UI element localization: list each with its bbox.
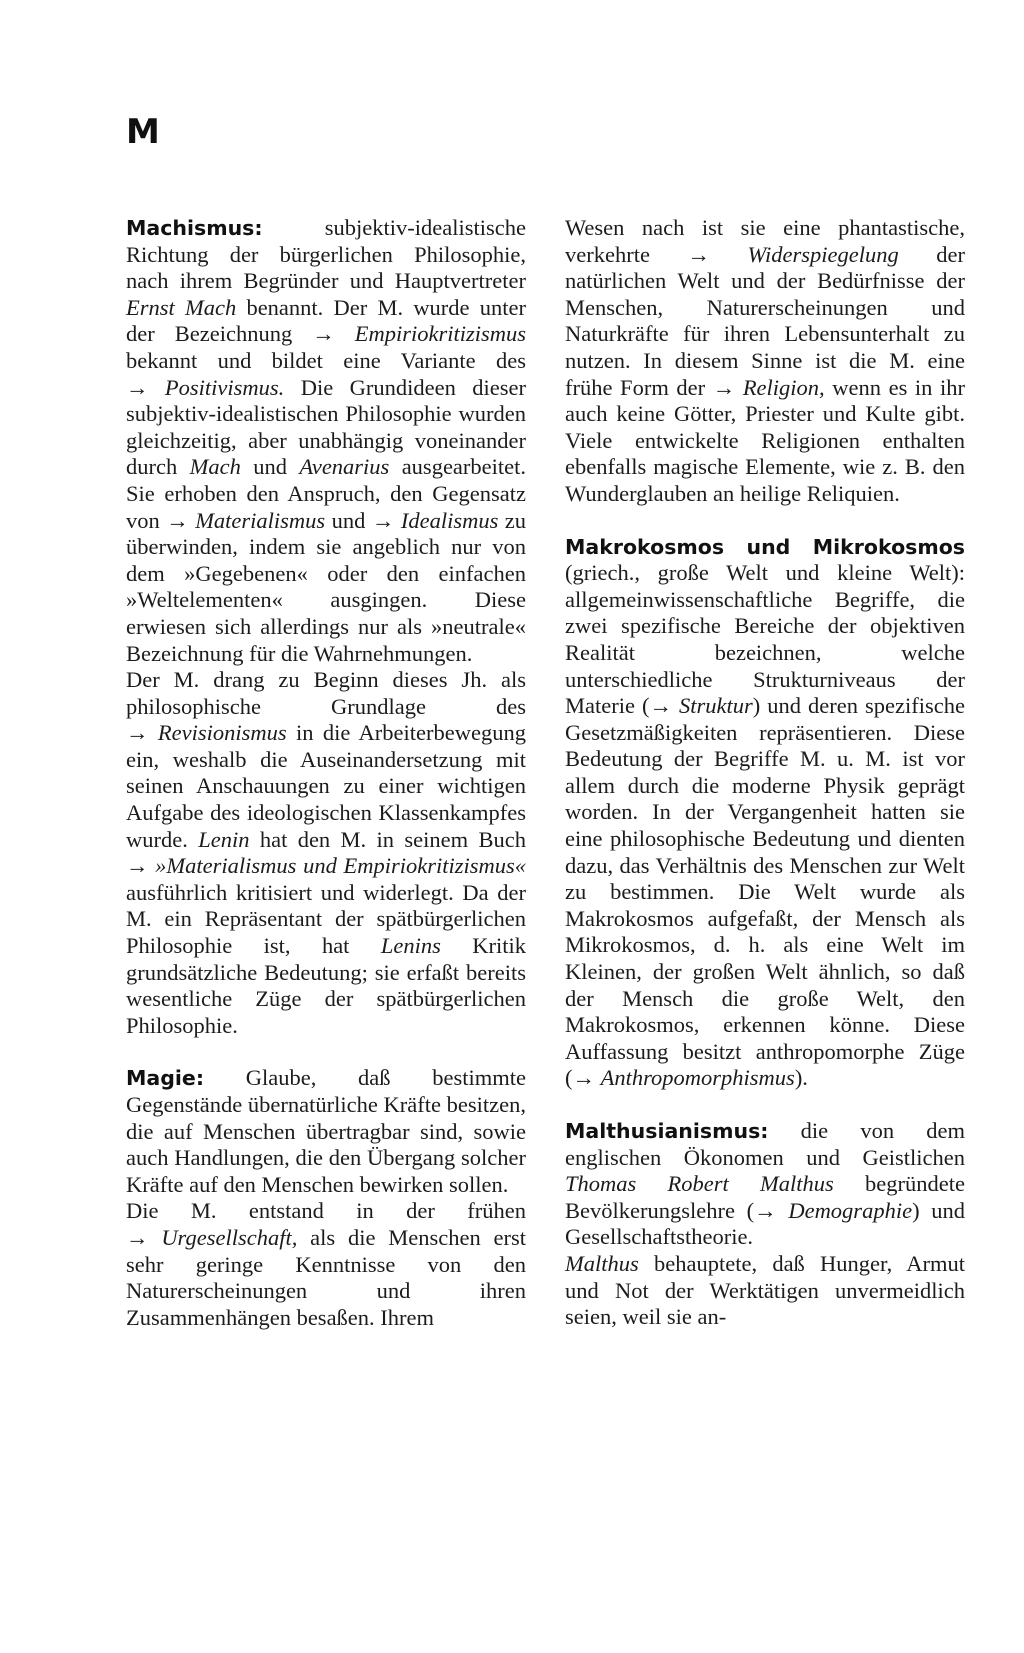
- headword: Makrokosmos und Mikrokosmos: [565, 534, 965, 559]
- arrow-icon: →: [126, 720, 149, 746]
- entry-text: benannt. Der M. wurde unter der Bezeichnung: [126, 294, 526, 347]
- entry-paragraph: [565, 215, 965, 508]
- arrow-icon: →: [126, 853, 149, 879]
- section-letter: M: [126, 112, 159, 152]
- arrow-icon: →: [126, 374, 149, 400]
- entry-paragraph: [565, 1118, 965, 1251]
- entry-text: Die M. entstand in der frühen: [126, 1198, 526, 1224]
- entry-text: in die Arbeiterbewegung ein, weshalb die Auseinandersetzung mit seinen Anschauungen zu einer wichtigen Aufgabe des ideologischen Klassenkampfes wurde.: [126, 720, 526, 852]
- person-name: Avenarius: [299, 454, 390, 480]
- headword: Magie:: [126, 1066, 205, 1091]
- arrow-icon: →: [312, 321, 335, 347]
- entry-paragraph: [565, 534, 965, 1092]
- entry-text: wenn es in ihr auch keine Götter, Priester und Kulte gibt. Viele entwickelte Religionen enthalten ebenfalls magische Elemente, wie z. B. den Wunderglauben an heilige Reliquien.: [565, 374, 965, 506]
- arrow-icon: →: [712, 374, 736, 400]
- arrow-icon: →: [687, 241, 710, 267]
- entry-text: behauptete, daß Hunger, Armut und Not der Werktätigen unvermeidlich seien, weil sie an-: [565, 1250, 965, 1330]
- entry-paragraph: [126, 1065, 526, 1198]
- entry-text: Der M. drang zu Beginn dieses Jh. als philosophische Grundlage des: [126, 667, 526, 719]
- arrow-icon: →: [649, 693, 672, 719]
- cross-reference: Idealismus: [400, 507, 499, 533]
- entry-text: als die Menschen erst sehr geringe Kenntnisse von den Naturerscheinungen und ihren Zusammenhängen besaßen. Ihrem: [126, 1224, 526, 1330]
- cross-reference: Widerspiegelung: [747, 241, 899, 267]
- entry-text: Die Grundideen dieser subjektiv-idealistischen Philosophie wurden gleichzeitig, aber unabhängig voneinander durch: [126, 374, 526, 480]
- headword: Machismus:: [126, 216, 263, 240]
- entry-text: ).: [794, 1065, 808, 1091]
- entry-malthusianismus: [565, 1118, 965, 1331]
- cross-reference: Empiriokritizismus: [354, 321, 527, 347]
- cross-reference: Demographie: [788, 1197, 913, 1223]
- entry-text: ausgearbeitet. Sie erhoben den Anspruch, den Gegensatz von: [126, 454, 527, 533]
- entry-magie: [126, 1065, 526, 1331]
- entry-paragraph: [565, 1251, 965, 1331]
- entry-text: begründete Bevölkerungslehre (: [565, 1171, 965, 1223]
- entry-text: und: [325, 507, 372, 533]
- entry-text: ) und Gesellschaftstheorie.: [565, 1197, 965, 1250]
- person-name: Ernst Mach: [126, 294, 237, 320]
- headword: Malthusianismus:: [565, 1119, 769, 1143]
- person-name: Mach: [189, 454, 241, 480]
- entry-text: zu überwinden, indem sie angeblich nur von dem »Gegebenen« oder den einfachen »Weltelementen« ausgingen. Diese erwiesen sich allerdings nur als »neutrale« Bezeichnung für die Wahrnehmungen.: [126, 507, 527, 666]
- entry-text: die von dem englischen Ökonomen und Geistlichen: [565, 1118, 965, 1170]
- entry-text: Glaube, daß bestimmte Gegenstände übernatürliche Kräfte besitzen, die auf Menschen übertragbar sind, sowie auch Handlungen, die den Übergang solcher Kräfte auf den Menschen bewirken sollen.: [126, 1065, 526, 1197]
- left-column: [126, 215, 526, 1357]
- entry-text: subjektiv-idealistische Richtung der bürgerlichen Philosophie, nach ihrem Begründer und Hauptvertreter: [126, 215, 526, 294]
- person-name: Lenin: [198, 826, 250, 852]
- entry-text: hat den M. in seinem Buch: [249, 826, 526, 852]
- arrow-icon: →: [371, 507, 395, 533]
- entry-text: ausführlich kritisiert und widerlegt. Da der M. ein Repräsentant der spätbürgerlichen Philosophie ist, hat: [126, 879, 526, 959]
- entry-text: der natürlichen Welt und der Bedürfnisse der Menschen, Naturerscheinungen und Naturkräfte für ihren Lebensunterhalt zu nutzen. In diesem Sinne ist die M. eine frühe Form der: [565, 241, 966, 400]
- person-name: Lenins: [380, 933, 441, 959]
- cross-reference: Materialismus: [195, 507, 326, 533]
- arrow-icon: →: [126, 1224, 149, 1250]
- cross-reference: Religion,: [742, 374, 825, 400]
- person-name: Thomas Robert Malthus: [565, 1171, 834, 1197]
- right-column: [565, 215, 965, 1357]
- cross-reference: Revisionismus: [157, 720, 287, 746]
- cross-reference: Anthropomorphismus: [600, 1065, 795, 1091]
- cross-reference: Urgesellschaft,: [161, 1224, 298, 1250]
- entry-paragraph: [126, 667, 526, 1039]
- entry-text: (griech., große Welt und kleine Welt): allgemeinwissenschaftliche Begriffe, die zwei spezifische Bereiche der objektiven Realität bezeichnen, welche unterschiedliche Strukturniveaus der Materie (: [565, 560, 965, 719]
- arrow-icon: →: [572, 1065, 595, 1091]
- entry-paragraph: [126, 215, 526, 667]
- cross-reference: Struktur: [679, 693, 753, 719]
- entry-text: ) und deren spezifische Gesetzmäßigkeiten repräsentieren. Diese Bedeutung der Begriffe M. u. M. ist vor allem durch die moderne Physik geprägt worden. In der Vergangenheit hatten sie eine philosophische Bedeutung und dienten dazu, das Verhältnis des Menschen zur Welt zu bestimmen. Die Welt wurde als Makrokosmos aufgefaßt, der Mensch als Mikrokosmos, d. h. als eine Welt im Kleinen, der großen Welt ähnlich, so daß der Mensch die große Welt, den Makrokosmos, erkennen könne. Diese Auffassung besitzt anthropomorphe Züge (: [565, 693, 965, 1091]
- cross-reference: »Materialismus und Empiriokritizismus«: [155, 853, 526, 879]
- entry-text: und: [240, 454, 300, 480]
- entry-text: bekannt und bildet eine Variante des: [126, 347, 526, 373]
- entry-machismus: [126, 215, 526, 1039]
- entry-makrokosmos: [565, 534, 965, 1092]
- cross-reference: Positivismus.: [164, 374, 285, 400]
- person-name: Malthus: [565, 1250, 639, 1276]
- entry-text: Kritik grundsätzliche Bedeutung; sie erfaßt bereits wesentliche Züge der spätbürgerlichen Philosophie.: [126, 933, 526, 1038]
- entry-magie-continued: [565, 215, 965, 508]
- entry-text: Wesen nach ist sie eine phantastische, verkehrte: [565, 215, 965, 267]
- entry-paragraph: [126, 1198, 526, 1331]
- arrow-icon: →: [754, 1197, 777, 1223]
- arrow-icon: →: [166, 507, 189, 533]
